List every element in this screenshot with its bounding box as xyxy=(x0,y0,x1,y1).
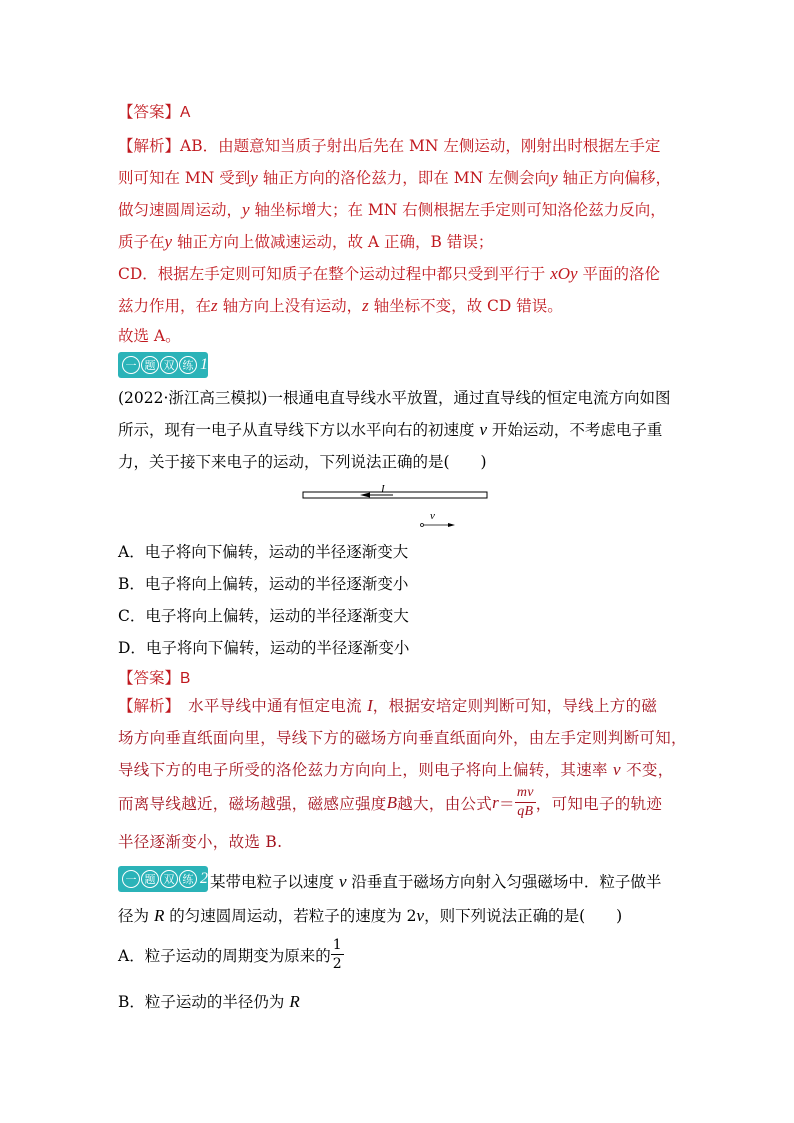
analysis2-line-5 xyxy=(118,830,282,852)
analysis-text: 平面的洛伦 xyxy=(577,265,661,283)
analysis-text: 越大，由公式 xyxy=(397,794,493,813)
analysis2-line-2 xyxy=(118,726,687,748)
wire-rect xyxy=(303,492,487,498)
option-a-fraction xyxy=(331,938,344,971)
answer-label: 【答案】 xyxy=(118,103,181,121)
question-2-line-1 xyxy=(210,870,661,892)
analysis-text: 故选 A。 xyxy=(118,327,181,345)
analysis-line-3 xyxy=(118,198,666,220)
analysis-line-5 xyxy=(118,262,660,284)
var-R: R xyxy=(153,906,165,925)
analysis-text: 轴正方向偏移， xyxy=(557,169,672,187)
var-y: y xyxy=(164,232,173,251)
option-text: D．电子将向下偏转，运动的半径逐渐变小 xyxy=(118,639,410,657)
answer-label: 【答案】 xyxy=(118,669,181,687)
var-z: z xyxy=(211,296,218,315)
analysis2-line-3 xyxy=(118,758,674,780)
badge-circle-icon: 一 xyxy=(122,870,140,888)
question-2-option-b xyxy=(118,990,300,1012)
analysis-line-6 xyxy=(118,294,563,316)
analysis-text: ，根据安培定则判断可知，导线上方的磁 xyxy=(372,697,658,715)
question-text: 沿垂直于磁场方向射入匀强磁场中．粒子做半 xyxy=(346,873,662,891)
analysis-text: 轴坐标不变，故 CD 错误。 xyxy=(368,297,563,315)
analysis2-line-4 xyxy=(118,786,662,819)
question-text: ，则下列说法正确的是( ) xyxy=(424,907,623,925)
velocity-arrow-head-icon xyxy=(448,523,455,527)
badge-circle-icon: 题 xyxy=(141,870,159,888)
option-text: B．粒子运动的半径仍为 xyxy=(118,993,290,1011)
analysis-text: 不变， xyxy=(620,761,674,779)
analysis-label: 【解析】 xyxy=(118,137,181,155)
badge-circle-icon: 题 xyxy=(141,356,159,374)
var-v: v xyxy=(416,906,425,925)
velocity-label: v xyxy=(430,510,435,522)
analysis-line-7 xyxy=(118,324,181,346)
var-y: y xyxy=(242,200,250,219)
badge-circle-icon: 练 xyxy=(179,356,197,374)
analysis-label: 【解析】 xyxy=(118,697,173,715)
analysis-text: CD．根据左手定则可知质子在整个运动过程中都只受到平行于 xyxy=(118,265,551,283)
fraction-denominator: qB xyxy=(517,804,534,819)
analysis-line-2 xyxy=(118,166,671,188)
question-1-line-1 xyxy=(118,386,670,408)
analysis-text: ，可知电子的轨迹 xyxy=(535,794,663,813)
var-v: v xyxy=(479,420,487,439)
badge-circle-icon: 一 xyxy=(122,356,140,374)
question-text: 某带电粒子以速度 xyxy=(210,873,339,891)
var-I: I xyxy=(367,696,373,715)
answer-line-2 xyxy=(118,666,190,688)
fraction-numerator: 1 xyxy=(332,937,342,953)
var-v: v xyxy=(613,760,621,779)
analysis-text: 场方向垂直纸面向里，导线下方的磁场方向垂直纸面向外，由左手定则判断可知， xyxy=(118,729,687,747)
analysis-line-1 xyxy=(118,134,660,156)
answer-value: A xyxy=(180,104,191,121)
current-label: I xyxy=(381,483,385,495)
var-z: z xyxy=(362,296,369,315)
answer-line-1 xyxy=(118,100,190,122)
var-xoy: xOy xyxy=(550,264,578,283)
badge-number: 1 xyxy=(200,356,208,373)
badge-circle-icon: 双 xyxy=(160,356,178,374)
fraction-denominator: 2 xyxy=(332,956,342,972)
analysis-text: 兹力作用，在 xyxy=(118,297,212,315)
question-text: 开始运动，不考虑电子重 xyxy=(486,421,663,439)
equals-sign: ＝ xyxy=(499,794,515,813)
question-2-option-a xyxy=(118,938,344,971)
analysis-text: 轴方向上没有运动， xyxy=(217,297,363,315)
analysis-text: AB．由题意知当质子射出后先在 MN 左侧运动，刚射出时根据左手定 xyxy=(180,137,661,155)
badge-circle-icon: 练 xyxy=(179,870,197,888)
option-b xyxy=(118,572,408,594)
wire-figure xyxy=(300,482,490,532)
option-text: A．电子将向下偏转，运动的半径逐渐变大 xyxy=(118,543,409,561)
question-1-line-2 xyxy=(118,418,662,440)
answer-value: B xyxy=(180,670,191,687)
analysis-text: 而离导线越近，磁场越强，磁感应强度 xyxy=(118,794,387,813)
option-c xyxy=(118,604,409,626)
practice-badge-2 xyxy=(118,866,208,892)
analysis-text: 做匀速圆周运动， xyxy=(118,201,243,219)
analysis-text: 轴正方向上做减速运动，故 A 正确，B 错误； xyxy=(172,233,494,251)
fraction-numerator: mv xyxy=(515,786,536,803)
option-text: B．电子将向上偏转，运动的半径逐渐变小 xyxy=(118,575,409,593)
question-text: 所示，现有一电子从直导线下方以水平向右的初速度 xyxy=(118,421,480,439)
analysis-text: 半径逐渐变小，故选 B. xyxy=(118,833,283,851)
electron-dot xyxy=(421,524,424,527)
option-text: C．电子将向上偏转，运动的半径逐渐变大 xyxy=(118,607,409,625)
option-d xyxy=(118,636,409,658)
question-1-line-3 xyxy=(118,450,487,472)
var-v: v xyxy=(338,872,347,891)
analysis-text: 质子在 xyxy=(118,233,165,251)
question-text: (2022·浙江高三模拟)一根通电直导线水平放置，通过直导线的恒定电流方向如图 xyxy=(118,389,671,407)
analysis-text: 水平导线中通有恒定电流 xyxy=(172,697,368,715)
analysis-text: 导线下方的电子所受的洛伦兹力方向向上，则电子将向上偏转，其速率 xyxy=(118,761,614,779)
formula-fraction xyxy=(515,786,536,819)
var-r: r xyxy=(492,792,500,812)
question-2-line-2 xyxy=(118,904,622,926)
analysis-text: 轴正方向的洛伦兹力，即在 MN 左侧会向 xyxy=(257,169,551,187)
analysis2-line-1 xyxy=(118,694,657,716)
badge-number: 2 xyxy=(200,870,208,887)
analysis-line-4 xyxy=(118,230,493,252)
badge-circle-icon: 双 xyxy=(160,870,178,888)
var-B: B xyxy=(386,792,398,812)
practice-badge-1 xyxy=(118,352,208,378)
analysis-text: 轴坐标增大；在 MN 右侧根据左手定则可知洛伦兹力反向， xyxy=(249,201,666,219)
question-text: 径为 xyxy=(118,907,154,925)
option-a xyxy=(118,540,408,562)
var-R: R xyxy=(289,992,300,1011)
question-text: 力，关于接下来电子的运动，下列说法正确的是( ) xyxy=(118,453,487,471)
option-text: A．粒子运动的周期变为原来的 xyxy=(118,946,331,965)
question-text: 的匀速圆周运动，若粒子的速度为 2 xyxy=(164,907,417,925)
analysis-text: 则可知在 MN 受到 xyxy=(118,169,251,187)
var-y: y xyxy=(550,168,558,187)
var-y: y xyxy=(250,168,258,187)
